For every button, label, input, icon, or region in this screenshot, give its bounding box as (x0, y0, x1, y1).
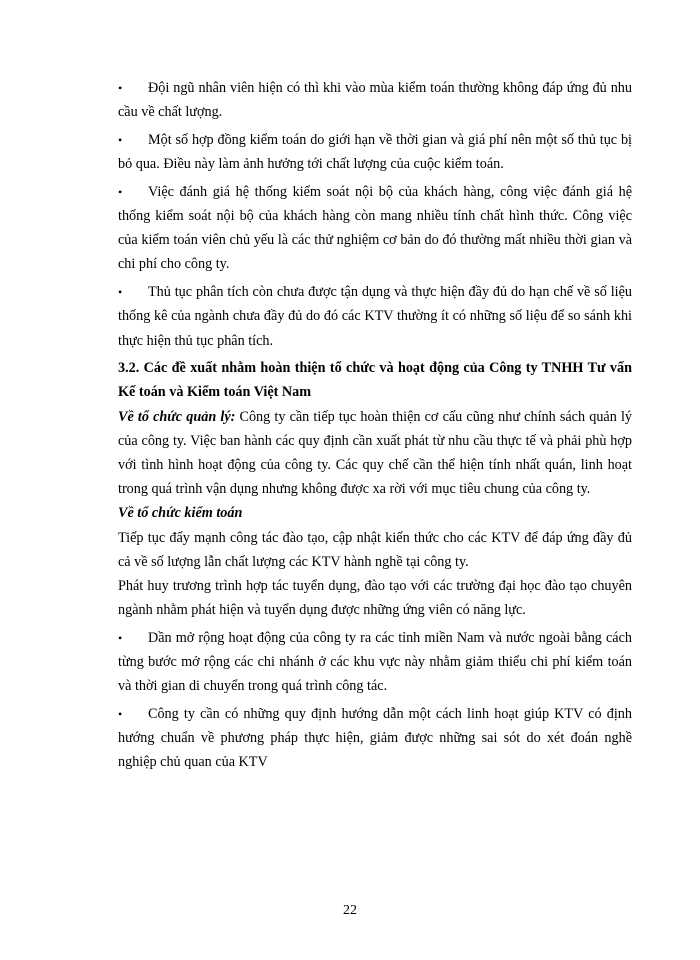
bullet-icon: • (118, 285, 123, 300)
bullet-text: Việc đánh giá hệ thống kiểm soát nội bộ của khách hàng, công việc đánh giá hệ thống kiểm soát nội bộ của khách hàng còn mang nhiều tính chất hình thức. Công việc của kiểm toán viên chủ yếu là các thử nghiệm cơ bản do đó thường mất nhiều thời gian và chi phí cho công ty. (118, 183, 632, 273)
audit-org-paragraph-2: Phát huy trương trình hợp tác tuyển dụng, đào tạo với các trường đại học đào tạo chuyên ngành nhằm phát hiện và tuyển dụng được những ứng viên có năng lực. (118, 578, 632, 619)
bullet-icon: • (118, 707, 123, 722)
management-paragraph (118, 405, 632, 502)
document-page (118, 76, 632, 778)
bullet-item (118, 702, 632, 775)
bullet-icon: • (118, 184, 123, 199)
bullet-text: Một số hợp đồng kiểm toán do giới hạn về thời gian và giá phí nên một số thủ tục bị bỏ qua. Điều này làm ảnh hưởng tới chất lượng của cuộc kiểm toán. (118, 131, 632, 173)
bullet-item (118, 180, 632, 277)
audit-org-paragraph-1: Tiếp tục đẩy mạnh công tác đào tạo, cập nhật kiến thức cho các KTV để đáp ứng đầy đủ cả về số lượng lẫn chất lượng các KTV hành nghề tại công ty. (118, 529, 632, 570)
bullet-item (118, 128, 632, 176)
bullet-text: Đội ngũ nhân viên hiện có thì khi vào mùa kiểm toán thường không đáp ứng đủ nhu cầu về chất lượng. (118, 80, 632, 121)
bullet-icon: • (118, 630, 123, 645)
bullet-icon: • (118, 81, 123, 95)
page-number: 22 (343, 903, 357, 918)
section-heading: 3.2. Các đề xuất nhằm hoàn thiện tổ chức và hoạt động của Công ty TNHH Tư vấn Kế toán và Kiểm toán Việt Nam (118, 360, 632, 401)
management-text: Công ty cần tiếp tục hoàn thiện cơ cấu cũng như chính sách quản lý của công ty. Việc ban hành các quy định cần xuất phát từ nhu cầu thực tế và phải phù hợp với tình hình hoạt động của công ty. Các quy chế cần thể hiện tính nhất quán, linh hoạt trong quá trình vận dụng nhưng không được xa rời với mục tiêu chung của công ty. (118, 408, 632, 498)
bullet-icon: • (118, 132, 123, 147)
audit-org-heading: Về tổ chức kiểm toán (118, 505, 243, 522)
bullet-item (118, 280, 632, 353)
bullet-text: Thủ tục phân tích còn chưa được tận dụng và thực hiện đầy đủ do hạn chế về số liệu thống kê của ngành chưa đầy đủ do đó các KTV thường ít có những số liệu để so sánh khi thực hiện thủ tục phân tích. (118, 284, 632, 349)
management-lead: Về tổ chức quản lý: (118, 408, 236, 425)
bullet-text: Công ty cần có những quy định hướng dẫn một cách linh hoạt giúp KTV có định hướng chuẩn về phương pháp thực hiện, giảm được những sai sót do xét đoán nghề nghiệp chủ quan của KTV (118, 706, 632, 771)
bullet-item (118, 626, 632, 699)
bullet-item (118, 76, 632, 124)
bullet-text: Dần mở rộng hoạt động của công ty ra các tỉnh miền Nam và nước ngoài bằng cách từng bước mở rộng các chi nhánh ở các khu vực này nhằm giảm thiểu chi phí kiểm toán và thời gian di chuyển trong quá trình công tác. (118, 629, 632, 695)
